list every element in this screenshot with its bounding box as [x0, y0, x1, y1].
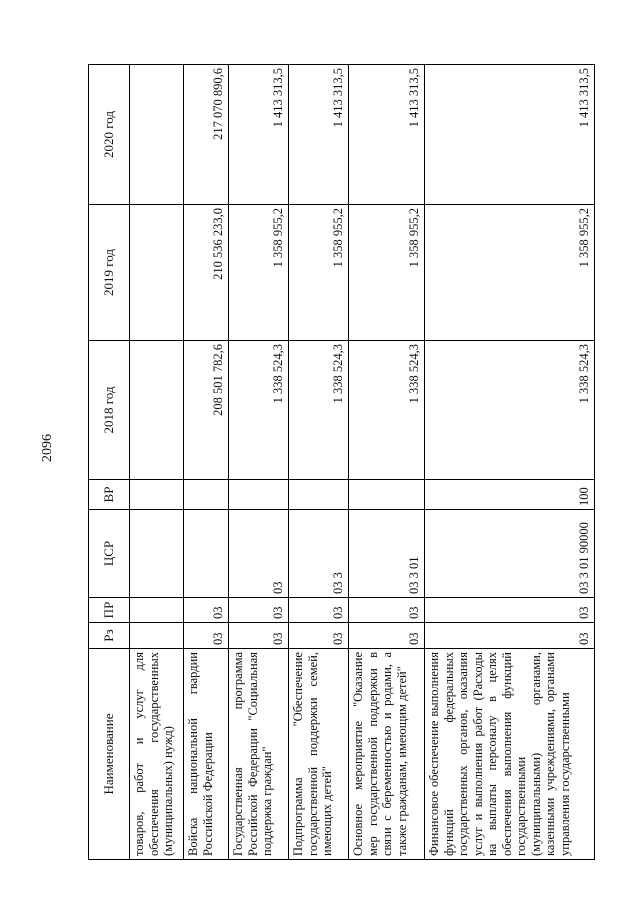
row-2020: 1 413 313,5: [229, 65, 289, 205]
row-name: Государственная программа Российской Федерации "Социальная поддержка граждан": [229, 649, 289, 860]
row-rz: 03: [229, 623, 289, 649]
header-2019: 2019 год: [89, 205, 130, 341]
row-2020: [130, 65, 184, 205]
row-csr: [184, 510, 229, 598]
row-2018: 1 338 524,3: [425, 341, 595, 480]
row-rz: 03: [349, 623, 425, 649]
row-pr: 03: [184, 598, 229, 623]
row-vr: [349, 480, 425, 510]
row-name: товаров, работ и услуг для обеспечения государственных (муниципальных) нужд): [130, 649, 184, 860]
row-2018: 1 338 524,3: [349, 341, 425, 480]
row-2019: 1 358 955,2: [349, 205, 425, 341]
row-2018: 1 338 524,3: [229, 341, 289, 480]
rotated-table-container: [88, 65, 603, 860]
row-rz: 03: [184, 623, 229, 649]
row-2019: 210 536 233,0: [184, 205, 229, 341]
header-name: Наименование: [89, 649, 130, 860]
row-pr: 03: [425, 598, 595, 623]
header-row: [89, 65, 130, 860]
table-row: [349, 65, 425, 860]
row-name: Войска национальной гвардии Российской Федерации: [184, 649, 229, 860]
row-csr: 03 3 01: [349, 510, 425, 598]
row-pr: 03: [289, 598, 349, 623]
row-csr: 03: [229, 510, 289, 598]
row-2018: 208 501 782,6: [184, 341, 229, 480]
row-vr: 100: [425, 480, 595, 510]
row-2020: 217 070 890,6: [184, 65, 229, 205]
row-pr: [130, 598, 184, 623]
header-pr: ПР: [89, 598, 130, 623]
header-rz: Рз: [89, 623, 130, 649]
table-row: [229, 65, 289, 860]
row-2019: 1 358 955,2: [229, 205, 289, 341]
row-2018: [130, 341, 184, 480]
table-row: [130, 65, 184, 860]
header-vr: ВР: [89, 480, 130, 510]
row-name: Основное мероприятие "Оказание мер государственной поддержки в связи с беременностью и родами, а также гражданам, имеющим детей": [349, 649, 425, 860]
row-vr: [229, 480, 289, 510]
table-row: [425, 65, 595, 860]
header-2018: 2018 год: [89, 341, 130, 480]
row-csr: [130, 510, 184, 598]
table-row: [184, 65, 229, 860]
row-name: Подпрограмма "Обеспечение государственной поддержки семей, имеющих детей": [289, 649, 349, 860]
row-pr: 03: [229, 598, 289, 623]
table-row: [289, 65, 349, 860]
row-2020: 1 413 313,5: [349, 65, 425, 205]
row-2019: 1 358 955,2: [425, 205, 595, 341]
row-2020: 1 413 313,5: [289, 65, 349, 205]
row-vr: [184, 480, 229, 510]
header-csr: ЦСР: [89, 510, 130, 598]
budget-table: [88, 64, 595, 860]
row-2019: 1 358 955,2: [289, 205, 349, 341]
row-vr: [289, 480, 349, 510]
row-2018: 1 338 524,3: [289, 341, 349, 480]
row-2020: 1 413 313,5: [425, 65, 595, 205]
row-pr: 03: [349, 598, 425, 623]
row-rz: 03: [425, 623, 595, 649]
row-rz: [130, 623, 184, 649]
row-csr: 03 3 01 90000: [425, 510, 595, 598]
page-number: 2096: [40, 434, 55, 462]
row-rz: 03: [289, 623, 349, 649]
row-2019: [130, 205, 184, 341]
header-2020: 2020 год: [89, 65, 130, 205]
row-vr: [130, 480, 184, 510]
row-name: Финансовое обеспечение выполнения функций федеральных государственных органов, оказания услуг и выполнения работ (Расходы на выплаты персоналу в целях обеспечения выполнения функций государственными (муниципальными) органами, казенными учреждениями, органами управления государственными: [425, 649, 595, 860]
row-csr: 03 3: [289, 510, 349, 598]
